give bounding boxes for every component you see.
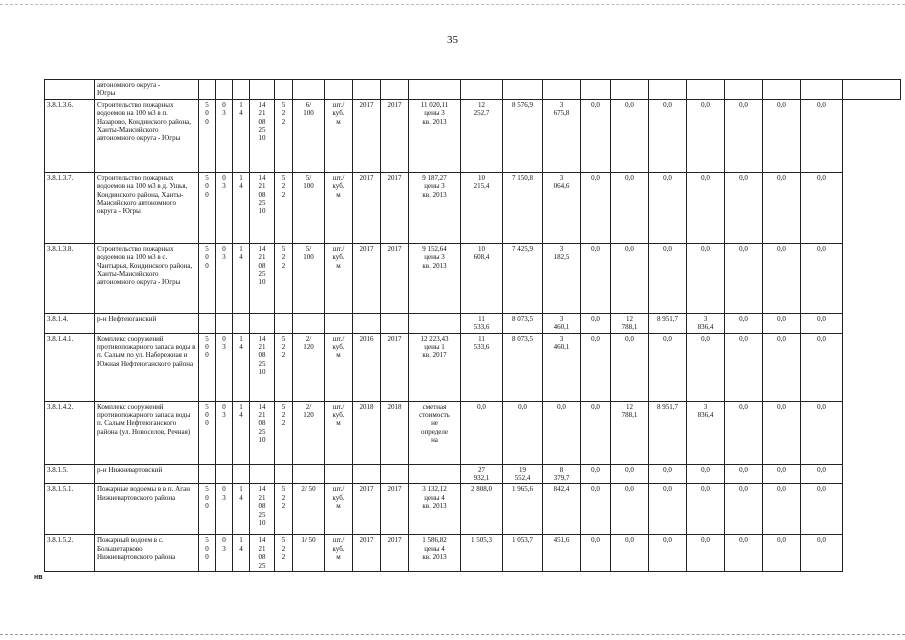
cell-digit-col-4: 14 21 08 25 10 — [250, 333, 275, 401]
cell-total-value: 12 252,7 — [461, 99, 503, 172]
cell-code: 3.8.1.5.1. — [45, 484, 95, 535]
cell-empty — [275, 313, 293, 333]
cell-code: 3.8.1.4. — [45, 313, 95, 333]
cell-digit-col-3: 1 4 — [233, 484, 250, 535]
cell-code: 3.8.1.5. — [45, 464, 95, 484]
table-row — [45, 535, 901, 572]
cell-capacity: 2/ 120 — [293, 401, 325, 464]
cell-value-3: 0,0 — [581, 172, 611, 243]
cell-end-year: 2017 — [381, 333, 409, 401]
cell-value-9: 0,0 — [801, 484, 843, 535]
cell-end-year: 2017 — [381, 535, 409, 572]
cell-value-1: 8 073,5 — [503, 333, 543, 401]
page-number: 35 — [447, 34, 458, 46]
cell-code: 3.8.1.5.2. — [45, 535, 95, 572]
cell-digit-col-3: 1 4 — [233, 99, 250, 172]
cell-unit: шт./ куб. м — [325, 401, 353, 464]
cell-estimated-cost: 12 223,43 цены 1 кв. 2017 — [409, 333, 461, 401]
cell-digit-col-1: 5 0 0 — [199, 243, 216, 313]
cell-value-8: 0,0 — [763, 333, 801, 401]
cell-start-year: 2017 — [353, 535, 381, 572]
cell-empty — [275, 464, 293, 484]
cell-value-6: 0,0 — [687, 535, 725, 572]
cell-start-year: 2017 — [353, 172, 381, 243]
cell-digit-col-3: 1 4 — [233, 401, 250, 464]
cell-value-7: 0,0 — [725, 401, 763, 464]
cell-capacity: 2/ 50 — [293, 484, 325, 535]
cell-digit-col-3: 1 4 — [233, 535, 250, 572]
cell-value-4: 0,0 — [611, 172, 649, 243]
cell-code: 3.8.1.3.7. — [45, 172, 95, 243]
cell-value-8: 0,0 — [763, 99, 801, 172]
continued-text: автономного округа - Югры — [95, 80, 199, 100]
cell-end-year: 2017 — [381, 243, 409, 313]
cell-value-4: 0,0 — [611, 99, 649, 172]
cell-digit-col-1: 5 0 0 — [199, 172, 216, 243]
cell-estimated-cost: 1 586,82 цены 4 кв. 2013 — [409, 535, 461, 572]
cell-end-year: 2018 — [381, 401, 409, 464]
cell-end-year: 2017 — [381, 484, 409, 535]
program-table — [44, 79, 901, 572]
cell-end-year: 2017 — [381, 172, 409, 243]
cell-total-value: 0,0 — [461, 401, 503, 464]
cell-value-8: 0,0 — [763, 243, 801, 313]
cell-total-value: 1 505,3 — [461, 535, 503, 572]
cell-value-9: 0,0 — [801, 243, 843, 313]
cell-digit-col-3: 1 4 — [233, 172, 250, 243]
cell-value-3: 0,0 — [581, 464, 611, 484]
cell-capacity: 5/ 100 — [293, 172, 325, 243]
cell-total-value: 11 533,6 — [461, 333, 503, 401]
cell-unit: шт./ куб. м — [325, 484, 353, 535]
cell-value-7: 0,0 — [725, 243, 763, 313]
cell-digit-col-4: 14 21 08 25 10 — [250, 172, 275, 243]
cell-empty — [216, 464, 233, 484]
cell-stack: Пожарные водоемы в в п. Аган Нижневартовского района — [95, 484, 199, 535]
cell-value-8: 0,0 — [763, 484, 801, 535]
cell-value-2: 8 379,7 — [543, 464, 581, 484]
cell-value-2: 3 460,1 — [543, 333, 581, 401]
cell-empty — [353, 464, 381, 484]
cell-unit: шт./ куб. м — [325, 243, 353, 313]
cell-total-value: 10 215,4 — [461, 172, 503, 243]
cell-estimated-cost: 11 020,11 цены 3 кв. 2013 — [409, 99, 461, 172]
cell-value-7: 0,0 — [725, 333, 763, 401]
cell-value-5: 8 951,7 — [649, 401, 687, 464]
cell-digit-col-2: 0 3 — [216, 99, 233, 172]
table-group-row — [45, 464, 901, 484]
cell-digit-col-1: 5 0 0 — [199, 535, 216, 572]
cell-value-2: 3 675,8 — [543, 99, 581, 172]
cell-value-4: 12 788,1 — [611, 401, 649, 464]
cell-digit-col-1: 5 0 0 — [199, 99, 216, 172]
cell-code: 3.8.1.4.1. — [45, 333, 95, 401]
cell-value-9: 0,0 — [801, 401, 843, 464]
cell-digit-col-2: 0 3 — [216, 484, 233, 535]
cell-value-4: 0,0 — [611, 484, 649, 535]
cell-empty — [409, 464, 461, 484]
cell-value-3: 0,0 — [581, 99, 611, 172]
cell-value-7: 0,0 — [725, 464, 763, 484]
cell-value-2: 3 460,1 — [543, 313, 581, 333]
cell-empty — [325, 464, 353, 484]
cell-estimated-cost: сметная стоимость не определе на — [409, 401, 461, 464]
cell-total-value: 27 932,1 — [461, 464, 503, 484]
cell-value-8: 0,0 — [763, 535, 801, 572]
cell-digit-col-4: 14 21 08 25 10 — [250, 484, 275, 535]
cell-value-5: 0,0 — [649, 172, 687, 243]
cell-value-2: 3 182,5 — [543, 243, 581, 313]
cell-value-6: 0,0 — [687, 333, 725, 401]
cell-value-3: 0,0 — [581, 313, 611, 333]
cell-digit-col-5: 5 2 2 — [275, 401, 293, 464]
cell-digit-col-1: 5 0 0 — [199, 401, 216, 464]
cell-value-9: 0,0 — [801, 333, 843, 401]
table-row — [45, 99, 901, 172]
cell-digit-col-5: 5 2 2 — [275, 333, 293, 401]
cell-value-1: 8 073,5 — [503, 313, 543, 333]
cell-value-1: 7 425,9 — [503, 243, 543, 313]
cell-value-7: 0,0 — [725, 484, 763, 535]
cell-value-1: 8 576,9 — [503, 99, 543, 172]
cell-value-9: 0,0 — [801, 99, 843, 172]
cell-end-year: 2017 — [381, 99, 409, 172]
cell-value-6: 0,0 — [687, 484, 725, 535]
cell-unit: шт./ куб. м — [325, 535, 353, 572]
cell-value-3: 0,0 — [581, 401, 611, 464]
table-row — [45, 243, 901, 313]
cell-value-7: 0,0 — [725, 535, 763, 572]
cell-value-3: 0,0 — [581, 333, 611, 401]
cell-stack: Пожарный водоем в с. Большетарково Нижневартовского района — [95, 535, 199, 572]
cell-digit-col-2: 0 3 — [216, 243, 233, 313]
cell-value-1: 1 965,6 — [503, 484, 543, 535]
cell-empty — [199, 464, 216, 484]
cell-unit: шт./ куб. м — [325, 333, 353, 401]
cell-value-9: 0,0 — [801, 535, 843, 572]
cell-start-year: 2017 — [353, 243, 381, 313]
cell-value-9: 0,0 — [801, 464, 843, 484]
cell-digit-col-4: 14 21 08 25 — [250, 535, 275, 572]
cell-district-name: р-н Нижневартовский — [95, 464, 199, 484]
table-row — [45, 333, 901, 401]
table-row — [45, 484, 901, 535]
cell-stack: Строительство пожарных водоемов на 100 м3 в д. Ушья, Кондинского района, Ханты-Мансийского автономного округа - Югры — [95, 172, 199, 243]
cell-total-value: 11 533,6 — [461, 313, 503, 333]
cell-digit-col-2: 0 3 — [216, 535, 233, 572]
cell-start-year: 2018 — [353, 401, 381, 464]
cell-digit-col-3: 1 4 — [233, 243, 250, 313]
cell-capacity: 1/ 50 — [293, 535, 325, 572]
cell-empty — [325, 313, 353, 333]
cell-value-4: 0,0 — [611, 464, 649, 484]
cell-value-1: 19 552,4 — [503, 464, 543, 484]
cell-empty — [250, 313, 275, 333]
cell-empty — [250, 464, 275, 484]
cell-empty — [233, 464, 250, 484]
top-scan-edge — [0, 4, 905, 5]
cell-value-3: 0,0 — [581, 535, 611, 572]
cell-digit-col-5: 5 2 2 — [275, 243, 293, 313]
cell-empty — [293, 313, 325, 333]
cell-total-value: 10 608,4 — [461, 243, 503, 313]
cell-empty — [199, 313, 216, 333]
footer-mark: нв — [34, 574, 43, 581]
cell-value-4: 0,0 — [611, 333, 649, 401]
cell-value-5: 0,0 — [649, 243, 687, 313]
cell-value-5: 0,0 — [649, 484, 687, 535]
cell-value-4: 0,0 — [611, 535, 649, 572]
cell-value-6: 0,0 — [687, 464, 725, 484]
cell-value-5: 0,0 — [649, 99, 687, 172]
cell-value-5: 0,0 — [649, 535, 687, 572]
cell-value-9: 0,0 — [801, 313, 843, 333]
cell-value-6: 0,0 — [687, 172, 725, 243]
cell-value-2: 3 064,6 — [543, 172, 581, 243]
cell-value-9: 0,0 — [801, 172, 843, 243]
cell-estimated-cost: 9 187,27 цены 3 кв. 2013 — [409, 172, 461, 243]
cell-estimated-cost: 3 132,12 цены 4 кв. 2013 — [409, 484, 461, 535]
table-row — [45, 401, 901, 464]
cell-estimated-cost: 9 152,64 цены 3 кв. 2013 — [409, 243, 461, 313]
cell-stack: Строительство пожарных водоемов на 100 м3 в п. Назарово, Кондинского района, Ханты-Мансийского автономного округа - Югры — [95, 99, 199, 172]
cell-value-6: 0,0 — [687, 243, 725, 313]
cell-capacity: 6/ 100 — [293, 99, 325, 172]
cell-digit-col-1: 5 0 0 — [199, 333, 216, 401]
cell-value-1: 7 150,8 — [503, 172, 543, 243]
cell-value-8: 0,0 — [763, 313, 801, 333]
cell-empty — [216, 313, 233, 333]
cell-value-4: 12 788,1 — [611, 313, 649, 333]
cell-value-6: 3 836,4 — [687, 313, 725, 333]
cell-empty — [409, 313, 461, 333]
cell-value-8: 0,0 — [763, 172, 801, 243]
cell-empty — [381, 313, 409, 333]
cell-stack: Комплекс сооружений противопожарного запаса воды в п. Салым по ул. Набережная и Южная Нефтеюганского района — [95, 333, 199, 401]
table-group-row — [45, 313, 901, 333]
cell-start-year: 2017 — [353, 99, 381, 172]
cell-digit-col-2: 0 3 — [216, 333, 233, 401]
cell-unit: шт./ куб. м — [325, 172, 353, 243]
cell-value-3: 0,0 — [581, 243, 611, 313]
cell-digit-col-5: 5 2 2 — [275, 535, 293, 572]
cell-value-2: 842,4 — [543, 484, 581, 535]
continued-row — [45, 80, 901, 100]
cell-value-2: 451,6 — [543, 535, 581, 572]
cell-value-5: 0,0 — [649, 464, 687, 484]
cell-value-7: 0,0 — [725, 313, 763, 333]
cell-value-8: 0,0 — [763, 401, 801, 464]
cell-empty — [293, 464, 325, 484]
cell-code: 3.8.1.3.6. — [45, 99, 95, 172]
cell-digit-col-5: 5 2 2 — [275, 172, 293, 243]
cell-value-2: 0,0 — [543, 401, 581, 464]
cell-stack: Комплекс сооружений противопожарного запаса воды п. Салым Нефтеюганского района (ул. Новоселов, Речная) — [95, 401, 199, 464]
cell-capacity: 5/ 100 — [293, 243, 325, 313]
cell-value-1: 1 053,7 — [503, 535, 543, 572]
cell-value-5: 0,0 — [649, 333, 687, 401]
cell-total-value: 2 808,0 — [461, 484, 503, 535]
cell-value-1: 0,0 — [503, 401, 543, 464]
cell-empty — [233, 313, 250, 333]
cell-value-5: 8 951,7 — [649, 313, 687, 333]
bottom-scan-edge — [0, 634, 905, 635]
cell-unit: шт./ куб. м — [325, 99, 353, 172]
cell-code: 3.8.1.4.2. — [45, 401, 95, 464]
cell-digit-col-5: 5 2 2 — [275, 484, 293, 535]
cell-digit-col-4: 14 21 08 25 10 — [250, 401, 275, 464]
cell-value-7: 0,0 — [725, 172, 763, 243]
cell-capacity: 2/ 120 — [293, 333, 325, 401]
cell-start-year: 2016 — [353, 333, 381, 401]
cell-value-6: 0,0 — [687, 99, 725, 172]
cell-value-4: 0,0 — [611, 243, 649, 313]
cell-empty — [353, 313, 381, 333]
cell-value-6: 3 836,4 — [687, 401, 725, 464]
cell-value-3: 0,0 — [581, 484, 611, 535]
cell-value-7: 0,0 — [725, 99, 763, 172]
cell-digit-col-3: 1 4 — [233, 333, 250, 401]
cell-district-name: р-н Нефтеюганский — [95, 313, 199, 333]
cell-digit-col-2: 0 3 — [216, 401, 233, 464]
cell-code: 3.8.1.3.8. — [45, 243, 95, 313]
cell-empty — [381, 464, 409, 484]
cell-stack: Строительство пожарных водоемов на 100 м3 в с. Чантырья, Кондинского района, Ханты-Мансийского автономного округа - Югры — [95, 243, 199, 313]
table-row — [45, 172, 901, 243]
cell-digit-col-5: 5 2 2 — [275, 99, 293, 172]
cell-start-year: 2017 — [353, 484, 381, 535]
cell-digit-col-4: 14 21 08 25 10 — [250, 243, 275, 313]
cell-digit-col-1: 5 0 0 — [199, 484, 216, 535]
cell-digit-col-2: 0 3 — [216, 172, 233, 243]
cell-digit-col-4: 14 21 08 25 10 — [250, 99, 275, 172]
cell-value-8: 0,0 — [763, 464, 801, 484]
